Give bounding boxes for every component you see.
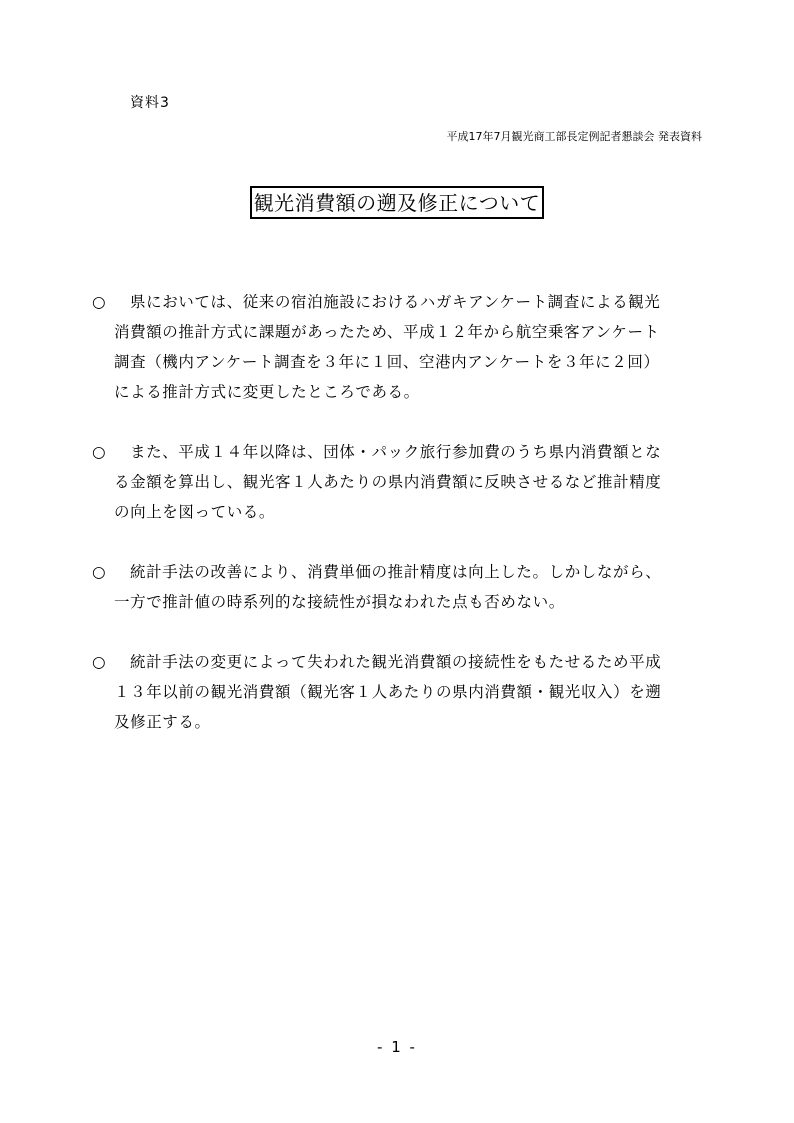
circle-bullet-icon: ○ bbox=[92, 653, 107, 671]
circle-bullet-icon: ○ bbox=[92, 443, 107, 461]
list-item-text: 統計手法の変更によって失われた観光消費額の接続性をもたせるため平成 １３年以前の観光消費額（観光客１人あたりの県内消費額・観光収入）を遡 及修正する。 bbox=[114, 653, 662, 731]
list-item-text: また、平成１４年以降は、団体・パック旅行参加費のうち県内消費額とな る金額を算出し、観光客１人あたりの県内消費額に反映させるなど推計精度 の向上を図っている。 bbox=[114, 443, 662, 521]
list-item bbox=[92, 287, 712, 407]
page-number: - 1 - bbox=[377, 1038, 417, 1056]
list-item bbox=[92, 557, 712, 617]
bullet-list bbox=[92, 287, 712, 767]
list-item bbox=[92, 437, 712, 527]
title-container bbox=[0, 186, 794, 219]
list-item-text: 統計手法の改善により、消費単価の推計精度は向上した。しかしながら、 一方で推計値の時系列的な接続性が損なわれた点も否めない。 bbox=[114, 563, 662, 611]
list-item-text: 県においては、従来の宿泊施設におけるハガキアンケート調査による観光 消費額の推計方式に課題があったため、平成１２年から航空乗客アンケート 調査（機内アンケート調査を３年に１回、空港内アンケートを３年に２回） による推計方式に変更したところである。 bbox=[114, 293, 661, 401]
list-item bbox=[92, 647, 712, 737]
circle-bullet-icon: ○ bbox=[92, 293, 107, 311]
header-note: 平成17年7月観光商工部長定例記者懇談会 発表資料 bbox=[446, 130, 702, 143]
document-label: 資料3 bbox=[130, 95, 170, 111]
document-title: 観光消費額の遡及修正について bbox=[250, 186, 545, 219]
circle-bullet-icon: ○ bbox=[92, 563, 107, 581]
